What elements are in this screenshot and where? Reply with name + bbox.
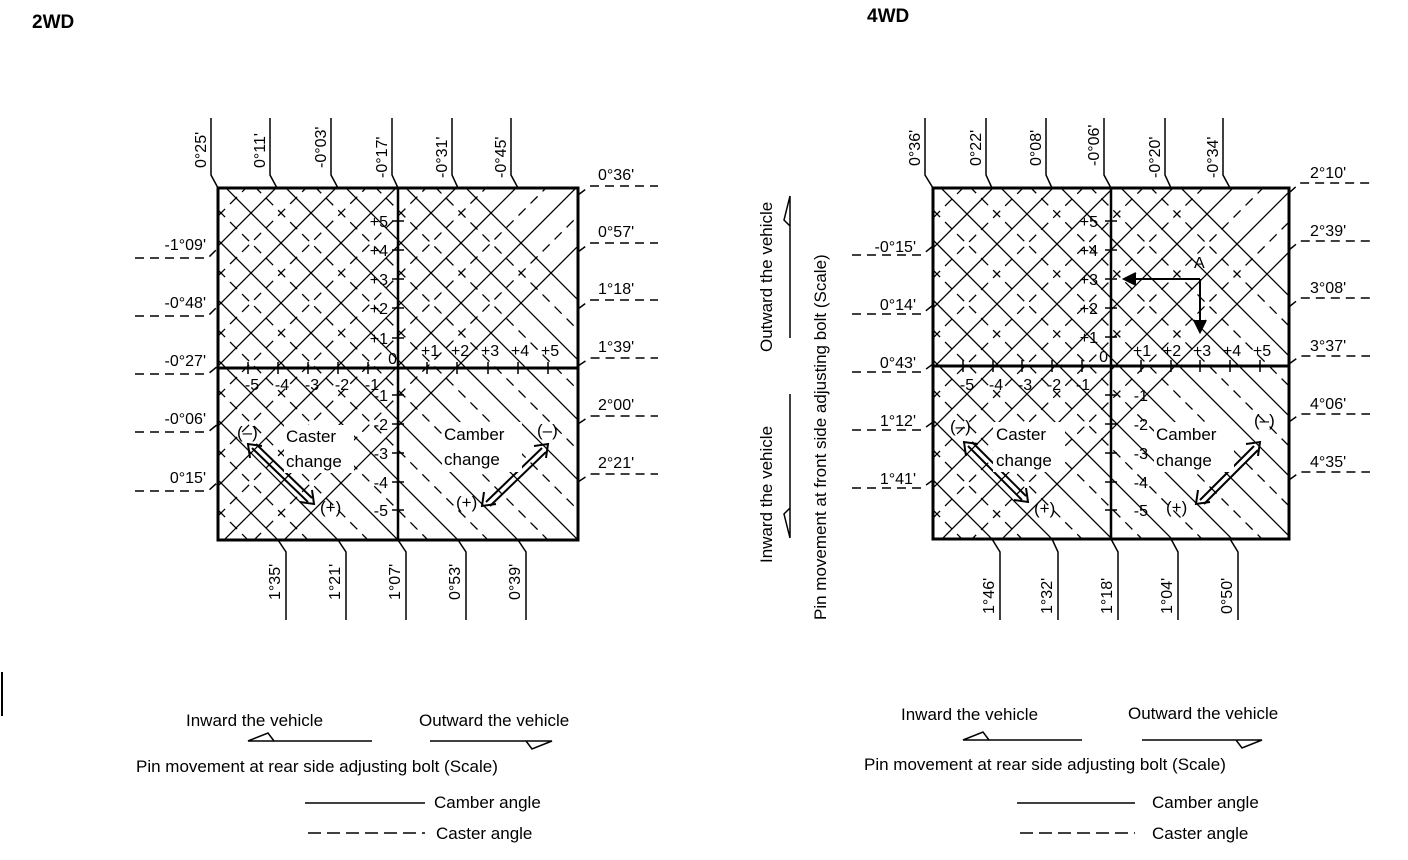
caster-label: 2°21' [598, 455, 635, 472]
caster-label: 2°39' [1310, 223, 1347, 240]
caster-label: 1°18' [598, 281, 635, 298]
y-tick: +5 [369, 214, 388, 231]
caster-label: 4°35' [1310, 454, 1347, 471]
y-tick: -3 [1133, 446, 1148, 463]
caster-label: 1°32' [1039, 577, 1056, 614]
caster-label: -1°09' [164, 237, 206, 254]
x-tick: +2 [1162, 343, 1182, 360]
direction-arrows [963, 732, 1262, 748]
caster-label: 1°35' [267, 563, 284, 600]
caster-label: 1°41' [879, 471, 916, 488]
caster-plus: (+) [1034, 499, 1056, 518]
legend-camber: Camber angle [434, 793, 541, 812]
camber-minus: (–) [537, 421, 558, 440]
x-tick: -1 [1075, 377, 1091, 394]
outward-label: Outward the vehicle [419, 711, 570, 730]
camber-label: -0°03' [313, 126, 330, 168]
y-tick: +5 [1079, 214, 1098, 231]
y-tick: +4 [1079, 243, 1098, 260]
y-tick: -1 [373, 388, 388, 405]
caster-label: 0°15' [169, 470, 206, 487]
caster-label: 1°07' [387, 563, 404, 600]
right-labels [1310, 165, 1346, 471]
y-tick: -5 [373, 503, 388, 520]
camber-label: 0°08' [1028, 129, 1045, 166]
bottom-labels [267, 564, 524, 600]
panel-title: 4WD [867, 6, 910, 27]
outward-label: Outward the vehicle [1128, 704, 1279, 723]
camber-plus: (+) [456, 493, 478, 512]
caster-label: 1°18' [1099, 577, 1116, 614]
y-tick: -4 [1133, 475, 1148, 492]
caster-label: 4°06' [1310, 396, 1347, 413]
y-tick: -1 [1133, 388, 1148, 405]
camber-caption: Camber [1156, 425, 1217, 444]
caster-label: -0°27' [164, 353, 206, 370]
caster-caption: Caster [286, 427, 337, 446]
caster-label: 0°36' [598, 167, 635, 184]
x-tick: -1 [364, 377, 380, 394]
x-tick: +3 [480, 343, 500, 360]
caster-label: 3°08' [1310, 280, 1347, 297]
camber-label: -0°45' [493, 136, 510, 178]
caster-label: 0°50' [1219, 577, 1236, 614]
x-tick: +1 [420, 343, 440, 360]
caster-minus: (–) [950, 417, 971, 436]
x-tick: -4 [274, 377, 290, 394]
rear-bolt-caption [136, 711, 569, 776]
caster-label: 1°04' [1159, 577, 1176, 614]
y-tick-zero: 0 [388, 351, 397, 368]
caster-label: -0°15' [874, 239, 916, 256]
x-tick: +4 [510, 343, 530, 360]
pin-movement-caption: Pin movement at rear side adjusting bolt (Scale) [136, 757, 498, 776]
panel-2wd [32, 0, 818, 860]
camber-label: -0°20' [1147, 136, 1164, 178]
camber-label: -0°06' [1086, 124, 1103, 166]
x-tick: -5 [244, 377, 260, 394]
camber-label: 0°36' [907, 129, 924, 166]
bottom-labels [981, 578, 1236, 614]
y-tick: +3 [369, 272, 388, 289]
caster-caption: change [996, 451, 1052, 470]
side-direction-arrows [784, 196, 790, 538]
y-tick: +2 [369, 301, 388, 318]
outward-label: Outward the vehicle [757, 201, 776, 352]
inward-label: Inward the vehicle [757, 425, 776, 563]
caster-label: 0°14' [879, 297, 916, 314]
x-tick: -4 [988, 377, 1004, 394]
x-tick: -3 [304, 377, 320, 394]
caster-plus: (+) [320, 498, 342, 517]
y-tick: +1 [1079, 330, 1098, 347]
x-tick: -2 [334, 377, 350, 394]
direction-arrows [248, 733, 552, 749]
caster-label: 1°46' [981, 577, 998, 614]
pin-movement-caption: Pin movement at front side adjusting bolt (Scale) [811, 254, 830, 620]
camber-label: -0°31' [434, 136, 451, 178]
caster-minus: (–) [237, 423, 258, 442]
caster-label: -0°06' [164, 411, 206, 428]
x-tick: +4 [1222, 343, 1242, 360]
camber-label: 0°11' [252, 133, 269, 168]
camber-label: -0°34' [1205, 136, 1222, 178]
y-tick: +2 [1079, 301, 1098, 318]
y-tick: -4 [373, 475, 388, 492]
top-labels [907, 125, 1222, 178]
inward-label: Inward the vehicle [901, 705, 1039, 724]
inward-label: Inward the vehicle [186, 711, 324, 730]
caster-label: 1°21' [327, 563, 344, 600]
caster-label: 0°39' [507, 563, 524, 600]
x-tick: +1 [1132, 343, 1152, 360]
caster-label: 1°39' [598, 339, 635, 356]
y-tick-zero: 0 [1099, 349, 1108, 366]
legend-caster: Caster angle [1152, 824, 1249, 843]
caster-label: 2°10' [1310, 165, 1347, 182]
y-tick: +3 [1079, 272, 1098, 289]
point-a-label: A [1194, 255, 1205, 272]
y-tick: +4 [369, 243, 388, 260]
y-tick: +1 [369, 331, 388, 348]
caster-label: 0°57' [598, 224, 635, 241]
right-labels [598, 167, 634, 472]
left-labels [875, 239, 916, 488]
camber-caption: change [1156, 451, 1212, 470]
x-tick: +2 [450, 343, 470, 360]
left-labels [165, 237, 206, 487]
rear-bolt-caption [864, 704, 1278, 774]
x-tick: -2 [1046, 377, 1062, 394]
x-tick: +5 [540, 343, 560, 360]
x-tick: -3 [1017, 377, 1033, 394]
x-scale [960, 343, 1271, 394]
panel-4wd [757, 0, 1408, 860]
caster-caption: Caster [996, 425, 1047, 444]
caster-caption: change [286, 452, 342, 471]
camber-caption: change [444, 450, 500, 469]
caster-label: 1°12' [879, 413, 916, 430]
legend-camber: Camber angle [1152, 793, 1259, 812]
x-tick: +5 [1252, 343, 1272, 360]
camber-label: 0°22' [968, 129, 985, 166]
camber-plus: (+) [1166, 498, 1188, 517]
legend-caster: Caster angle [436, 824, 533, 843]
y-tick: -2 [373, 417, 388, 434]
camber-label: 0°25' [193, 131, 210, 168]
panel-title: 2WD [32, 12, 75, 33]
caster-label: 0°43' [879, 355, 916, 372]
pin-movement-caption: Pin movement at rear side adjusting bolt (Scale) [864, 755, 1226, 774]
x-tick: +3 [1192, 343, 1212, 360]
caster-label: 2°00' [598, 397, 635, 414]
caster-label: 0°53' [447, 563, 464, 600]
camber-label: -0°17' [374, 136, 391, 178]
top-labels [193, 127, 510, 178]
y-tick: -3 [373, 446, 388, 463]
x-tick: -5 [959, 377, 975, 394]
y-tick: -2 [1133, 417, 1148, 434]
camber-minus: (–) [1254, 411, 1275, 430]
front-bolt-caption [757, 202, 830, 620]
caster-label: 3°37' [1310, 338, 1347, 355]
y-tick: -5 [1133, 503, 1148, 520]
caster-label: -0°48' [164, 295, 206, 312]
camber-caption: Camber [444, 425, 505, 444]
